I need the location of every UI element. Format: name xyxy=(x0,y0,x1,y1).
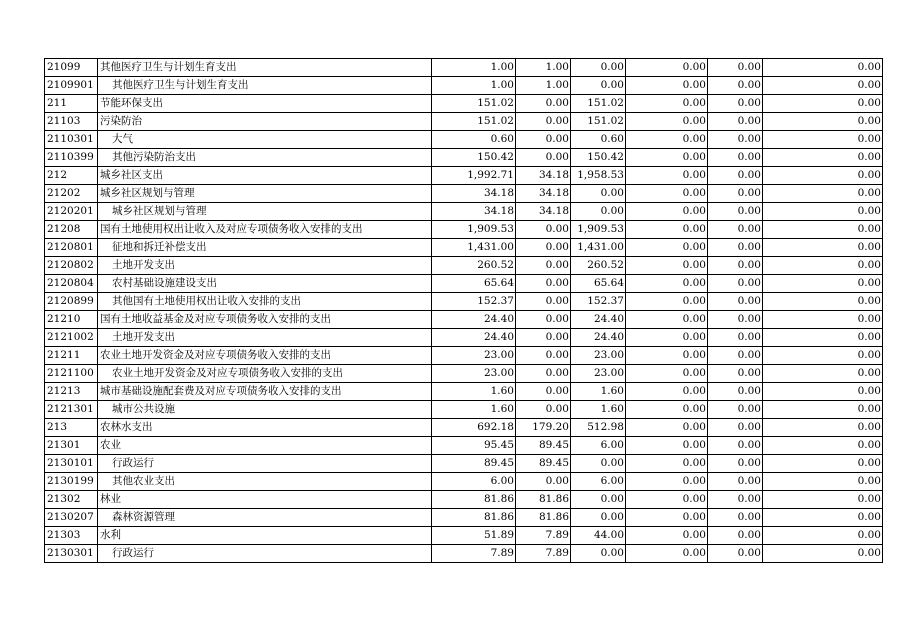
subject-name-cell: 农业土地开发资金及对应专项债务收入安排的支出 xyxy=(98,347,432,365)
subject-code-cell: 2110399 xyxy=(45,149,98,167)
amount-cell: 0.00 xyxy=(708,293,763,311)
amount-cell: 0.00 xyxy=(626,545,708,563)
subject-name-cell: 土地开发支出 xyxy=(98,329,432,347)
amount-cell: 1.60 xyxy=(432,383,516,401)
amount-cell: 150.42 xyxy=(432,149,516,167)
amount-cell: 65.64 xyxy=(571,275,626,293)
amount-cell: 0.00 xyxy=(763,545,883,563)
amount-cell: 0.00 xyxy=(708,527,763,545)
amount-cell: 0.00 xyxy=(571,203,626,221)
subject-code-cell: 21208 xyxy=(45,221,98,239)
amount-cell: 0.00 xyxy=(763,149,883,167)
table-row xyxy=(45,473,883,491)
subject-code-cell: 21302 xyxy=(45,491,98,509)
amount-cell: 0.00 xyxy=(763,473,883,491)
amount-cell: 0.00 xyxy=(626,203,708,221)
amount-cell: 0.00 xyxy=(763,509,883,527)
subject-code-cell: 2130301 xyxy=(45,545,98,563)
subject-code-cell: 21099 xyxy=(45,59,98,77)
amount-cell: 24.40 xyxy=(432,311,516,329)
subject-name-cell: 土地开发支出 xyxy=(98,257,432,275)
amount-cell: 0.00 xyxy=(763,383,883,401)
table-row xyxy=(45,329,883,347)
amount-cell: 0.00 xyxy=(516,383,571,401)
amount-cell: 0.00 xyxy=(571,77,626,95)
subject-name-cell: 国有土地使用权出让收入及对应专项债务收入安排的支出 xyxy=(98,221,432,239)
subject-code-cell: 2130199 xyxy=(45,473,98,491)
amount-cell: 34.18 xyxy=(516,203,571,221)
amount-cell: 0.00 xyxy=(763,419,883,437)
subject-code-cell: 2121002 xyxy=(45,329,98,347)
amount-cell: 1.00 xyxy=(516,77,571,95)
amount-cell: 34.18 xyxy=(432,185,516,203)
table-row xyxy=(45,239,883,257)
amount-cell: 151.02 xyxy=(571,95,626,113)
subject-code-cell: 2120899 xyxy=(45,293,98,311)
amount-cell: 0.00 xyxy=(626,311,708,329)
amount-cell: 0.00 xyxy=(626,275,708,293)
amount-cell: 0.00 xyxy=(516,365,571,383)
amount-cell: 0.00 xyxy=(763,527,883,545)
amount-cell: 0.00 xyxy=(708,149,763,167)
amount-cell: 6.00 xyxy=(571,473,626,491)
amount-cell: 0.00 xyxy=(763,275,883,293)
amount-cell: 0.00 xyxy=(571,185,626,203)
amount-cell: 6.00 xyxy=(432,473,516,491)
amount-cell: 0.00 xyxy=(708,59,763,77)
amount-cell: 0.00 xyxy=(626,239,708,257)
amount-cell: 0.00 xyxy=(763,329,883,347)
subject-code-cell: 21213 xyxy=(45,383,98,401)
subject-code-cell: 21303 xyxy=(45,527,98,545)
amount-cell: 0.00 xyxy=(626,59,708,77)
amount-cell: 1.60 xyxy=(571,383,626,401)
table-row xyxy=(45,113,883,131)
amount-cell: 1.00 xyxy=(432,59,516,77)
amount-cell: 1.60 xyxy=(432,401,516,419)
amount-cell: 81.86 xyxy=(432,491,516,509)
amount-cell: 0.00 xyxy=(626,473,708,491)
expenditure-table xyxy=(44,58,883,563)
amount-cell: 0.00 xyxy=(516,257,571,275)
amount-cell: 1,431.00 xyxy=(571,239,626,257)
amount-cell: 0.00 xyxy=(626,491,708,509)
amount-cell: 0.00 xyxy=(763,293,883,311)
amount-cell: 95.45 xyxy=(432,437,516,455)
amount-cell: 1.00 xyxy=(516,59,571,77)
subject-name-cell: 农业土地开发资金及对应专项债务收入安排的支出 xyxy=(98,365,432,383)
table-row xyxy=(45,437,883,455)
subject-name-cell: 城乡社区支出 xyxy=(98,167,432,185)
table-row xyxy=(45,167,883,185)
amount-cell: 0.00 xyxy=(763,401,883,419)
amount-cell: 65.64 xyxy=(432,275,516,293)
amount-cell: 0.00 xyxy=(763,455,883,473)
amount-cell: 0.00 xyxy=(708,437,763,455)
amount-cell: 0.00 xyxy=(516,401,571,419)
amount-cell: 0.00 xyxy=(708,491,763,509)
amount-cell: 7.89 xyxy=(516,527,571,545)
amount-cell: 1,909.53 xyxy=(432,221,516,239)
amount-cell: 0.00 xyxy=(516,311,571,329)
amount-cell: 1,958.53 xyxy=(571,167,626,185)
amount-cell: 0.00 xyxy=(763,365,883,383)
amount-cell: 23.00 xyxy=(432,365,516,383)
subject-name-cell: 征地和拆迁补偿支出 xyxy=(98,239,432,257)
subject-code-cell: 21103 xyxy=(45,113,98,131)
subject-name-cell: 其他农业支出 xyxy=(98,473,432,491)
amount-cell: 0.00 xyxy=(626,113,708,131)
subject-code-cell: 2110301 xyxy=(45,131,98,149)
amount-cell: 260.52 xyxy=(571,257,626,275)
table-row xyxy=(45,221,883,239)
table-row xyxy=(45,95,883,113)
amount-cell: 1,992.71 xyxy=(432,167,516,185)
subject-code-cell: 2120802 xyxy=(45,257,98,275)
amount-cell: 0.00 xyxy=(763,95,883,113)
amount-cell: 89.45 xyxy=(516,455,571,473)
table-row xyxy=(45,311,883,329)
amount-cell: 0.00 xyxy=(708,77,763,95)
subject-code-cell: 211 xyxy=(45,95,98,113)
amount-cell: 34.18 xyxy=(432,203,516,221)
amount-cell: 0.00 xyxy=(571,455,626,473)
amount-cell: 150.42 xyxy=(571,149,626,167)
subject-name-cell: 农业 xyxy=(98,437,432,455)
subject-name-cell: 其他国有土地使用权出让收入安排的支出 xyxy=(98,293,432,311)
amount-cell: 0.00 xyxy=(708,329,763,347)
amount-cell: 260.52 xyxy=(432,257,516,275)
subject-name-cell: 水利 xyxy=(98,527,432,545)
subject-code-cell: 2121301 xyxy=(45,401,98,419)
amount-cell: 0.00 xyxy=(708,347,763,365)
table-row xyxy=(45,203,883,221)
subject-code-cell: 2121100 xyxy=(45,365,98,383)
amount-cell: 0.00 xyxy=(516,239,571,257)
amount-cell: 6.00 xyxy=(571,437,626,455)
table-row xyxy=(45,347,883,365)
amount-cell: 0.00 xyxy=(571,491,626,509)
amount-cell: 81.86 xyxy=(516,491,571,509)
amount-cell: 0.00 xyxy=(763,185,883,203)
subject-name-cell: 城市基础设施配套费及对应专项债务收入安排的支出 xyxy=(98,383,432,401)
amount-cell: 0.00 xyxy=(708,95,763,113)
amount-cell: 0.00 xyxy=(571,509,626,527)
subject-name-cell: 农村基础设施建设支出 xyxy=(98,275,432,293)
table-row xyxy=(45,455,883,473)
table-row xyxy=(45,77,883,95)
subject-name-cell: 林业 xyxy=(98,491,432,509)
amount-cell: 151.02 xyxy=(571,113,626,131)
amount-cell: 151.02 xyxy=(432,113,516,131)
amount-cell: 24.40 xyxy=(571,311,626,329)
amount-cell: 0.00 xyxy=(516,95,571,113)
table-row xyxy=(45,185,883,203)
subject-name-cell: 国有土地收益基金及对应专项债务收入安排的支出 xyxy=(98,311,432,329)
subject-name-cell: 其他医疗卫生与计划生育支出 xyxy=(98,77,432,95)
amount-cell: 44.00 xyxy=(571,527,626,545)
amount-cell: 1,909.53 xyxy=(571,221,626,239)
amount-cell: 1.00 xyxy=(432,77,516,95)
table-row xyxy=(45,545,883,563)
subject-name-cell: 大气 xyxy=(98,131,432,149)
amount-cell: 0.00 xyxy=(626,419,708,437)
amount-cell: 152.37 xyxy=(571,293,626,311)
amount-cell: 0.00 xyxy=(626,221,708,239)
amount-cell: 0.00 xyxy=(626,77,708,95)
amount-cell: 24.40 xyxy=(432,329,516,347)
table-row xyxy=(45,383,883,401)
amount-cell: 0.00 xyxy=(763,203,883,221)
amount-cell: 7.89 xyxy=(432,545,516,563)
amount-cell: 1,431.00 xyxy=(432,239,516,257)
amount-cell: 0.00 xyxy=(626,347,708,365)
amount-cell: 0.00 xyxy=(571,545,626,563)
amount-cell: 0.00 xyxy=(708,221,763,239)
amount-cell: 23.00 xyxy=(432,347,516,365)
amount-cell: 0.00 xyxy=(708,167,763,185)
amount-cell: 0.00 xyxy=(763,347,883,365)
amount-cell: 0.00 xyxy=(763,437,883,455)
amount-cell: 0.00 xyxy=(626,149,708,167)
amount-cell: 0.00 xyxy=(763,221,883,239)
subject-code-cell: 2120801 xyxy=(45,239,98,257)
amount-cell: 0.00 xyxy=(708,473,763,491)
amount-cell: 0.00 xyxy=(708,257,763,275)
subject-code-cell: 2109901 xyxy=(45,77,98,95)
amount-cell: 0.00 xyxy=(626,167,708,185)
amount-cell: 0.00 xyxy=(516,293,571,311)
subject-name-cell: 城乡社区规划与管理 xyxy=(98,203,432,221)
table-row xyxy=(45,59,883,77)
amount-cell: 0.00 xyxy=(626,257,708,275)
amount-cell: 0.00 xyxy=(708,311,763,329)
amount-cell: 151.02 xyxy=(432,95,516,113)
subject-code-cell: 2130207 xyxy=(45,509,98,527)
amount-cell: 0.00 xyxy=(516,131,571,149)
amount-cell: 152.37 xyxy=(432,293,516,311)
amount-cell: 34.18 xyxy=(516,185,571,203)
subject-name-cell: 节能环保支出 xyxy=(98,95,432,113)
amount-cell: 0.00 xyxy=(763,491,883,509)
table-row xyxy=(45,527,883,545)
amount-cell: 0.00 xyxy=(571,59,626,77)
subject-name-cell: 森林资源管理 xyxy=(98,509,432,527)
amount-cell: 0.00 xyxy=(516,473,571,491)
subject-code-cell: 212 xyxy=(45,167,98,185)
amount-cell: 0.00 xyxy=(516,275,571,293)
subject-code-cell: 2130101 xyxy=(45,455,98,473)
amount-cell: 0.00 xyxy=(708,131,763,149)
amount-cell: 81.86 xyxy=(432,509,516,527)
table-row xyxy=(45,131,883,149)
amount-cell: 0.00 xyxy=(708,545,763,563)
amount-cell: 0.00 xyxy=(708,509,763,527)
amount-cell: 0.00 xyxy=(763,59,883,77)
amount-cell: 0.00 xyxy=(708,275,763,293)
amount-cell: 0.00 xyxy=(516,113,571,131)
amount-cell: 0.00 xyxy=(708,419,763,437)
amount-cell: 0.00 xyxy=(763,257,883,275)
amount-cell: 0.00 xyxy=(516,347,571,365)
subject-code-cell: 21202 xyxy=(45,185,98,203)
amount-cell: 0.00 xyxy=(626,131,708,149)
subject-code-cell: 21211 xyxy=(45,347,98,365)
amount-cell: 0.00 xyxy=(626,185,708,203)
amount-cell: 0.00 xyxy=(708,185,763,203)
amount-cell: 81.86 xyxy=(516,509,571,527)
amount-cell: 692.18 xyxy=(432,419,516,437)
amount-cell: 0.00 xyxy=(626,455,708,473)
table-row xyxy=(45,365,883,383)
amount-cell: 23.00 xyxy=(571,347,626,365)
amount-cell: 0.00 xyxy=(763,167,883,185)
subject-name-cell: 农林水支出 xyxy=(98,419,432,437)
amount-cell: 0.00 xyxy=(708,455,763,473)
amount-cell: 0.00 xyxy=(626,401,708,419)
amount-cell: 0.00 xyxy=(763,239,883,257)
amount-cell: 7.89 xyxy=(516,545,571,563)
amount-cell: 0.00 xyxy=(763,311,883,329)
amount-cell: 0.00 xyxy=(626,383,708,401)
amount-cell: 0.00 xyxy=(626,329,708,347)
amount-cell: 0.00 xyxy=(763,113,883,131)
amount-cell: 0.00 xyxy=(626,95,708,113)
amount-cell: 0.00 xyxy=(516,329,571,347)
amount-cell: 0.00 xyxy=(626,527,708,545)
amount-cell: 0.00 xyxy=(516,221,571,239)
amount-cell: 0.00 xyxy=(708,203,763,221)
amount-cell: 23.00 xyxy=(571,365,626,383)
amount-cell: 0.00 xyxy=(708,383,763,401)
amount-cell: 0.00 xyxy=(516,149,571,167)
subject-name-cell: 污染防治 xyxy=(98,113,432,131)
amount-cell: 0.00 xyxy=(626,365,708,383)
subject-name-cell: 行政运行 xyxy=(98,455,432,473)
subject-code-cell: 21301 xyxy=(45,437,98,455)
amount-cell: 0.00 xyxy=(626,293,708,311)
table-row xyxy=(45,401,883,419)
subject-code-cell: 21210 xyxy=(45,311,98,329)
table-body xyxy=(45,59,883,563)
subject-name-cell: 城乡社区规划与管理 xyxy=(98,185,432,203)
table-row xyxy=(45,491,883,509)
amount-cell: 34.18 xyxy=(516,167,571,185)
subject-code-cell: 2120804 xyxy=(45,275,98,293)
amount-cell: 0.60 xyxy=(432,131,516,149)
amount-cell: 0.00 xyxy=(763,131,883,149)
amount-cell: 24.40 xyxy=(571,329,626,347)
table-row xyxy=(45,419,883,437)
amount-cell: 0.00 xyxy=(626,509,708,527)
subject-code-cell: 2120201 xyxy=(45,203,98,221)
subject-name-cell: 其他医疗卫生与计划生育支出 xyxy=(98,59,432,77)
table-row xyxy=(45,293,883,311)
amount-cell: 179.20 xyxy=(516,419,571,437)
amount-cell: 512.98 xyxy=(571,419,626,437)
table-row xyxy=(45,257,883,275)
amount-cell: 1.60 xyxy=(571,401,626,419)
amount-cell: 0.00 xyxy=(626,437,708,455)
amount-cell: 0.60 xyxy=(571,131,626,149)
amount-cell: 89.45 xyxy=(516,437,571,455)
amount-cell: 0.00 xyxy=(708,239,763,257)
table-row xyxy=(45,509,883,527)
table-row xyxy=(45,275,883,293)
subject-code-cell: 213 xyxy=(45,419,98,437)
subject-name-cell: 行政运行 xyxy=(98,545,432,563)
amount-cell: 51.89 xyxy=(432,527,516,545)
amount-cell: 0.00 xyxy=(763,77,883,95)
amount-cell: 0.00 xyxy=(708,365,763,383)
amount-cell: 89.45 xyxy=(432,455,516,473)
table-row xyxy=(45,149,883,167)
amount-cell: 0.00 xyxy=(708,113,763,131)
subject-name-cell: 城市公共设施 xyxy=(98,401,432,419)
amount-cell: 0.00 xyxy=(708,401,763,419)
subject-name-cell: 其他污染防治支出 xyxy=(98,149,432,167)
